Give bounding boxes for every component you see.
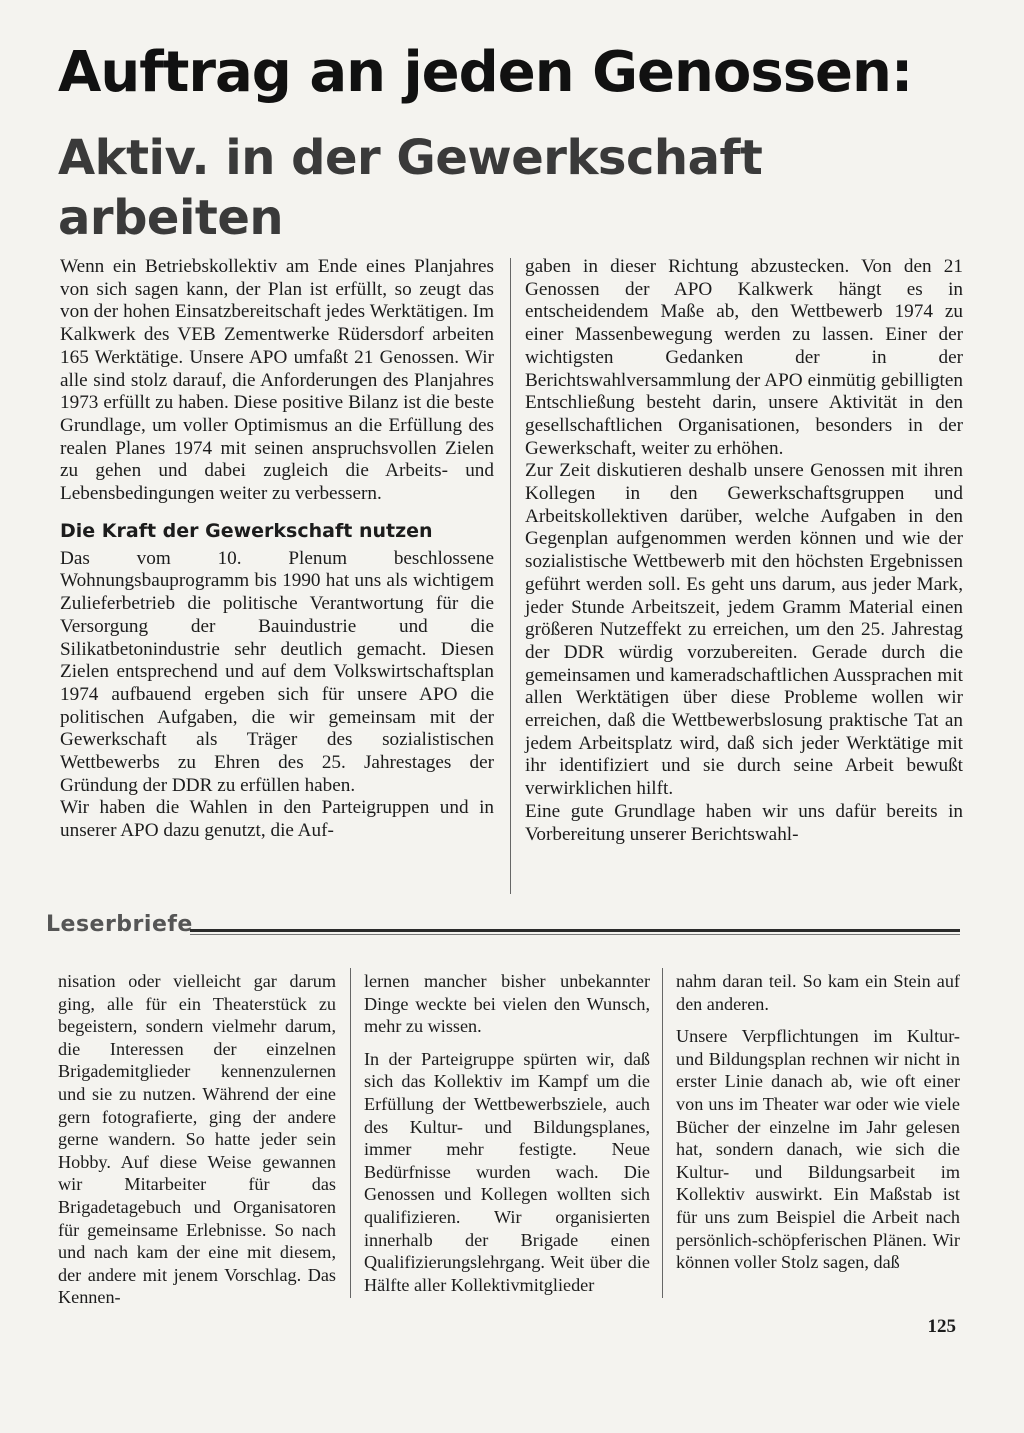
letter-paragraph: In der Parteigruppe spürten wir, daß sich das Kollektiv im Kampf um die Erfüllung der Wettbewerbsziele, auch des Kultur- und Bildungsplanes, immer mehr festigte. Neue Bedürfnisse wurden wach. Die Genossen und Kollegen wollten sich qualifizieren. Wir organisierten innerhalb der Brigade einen Qualifizierungslehrgang. Weit über die Hälfte aller Kollektivmitglieder [364,1048,650,1295]
letters-column-3 [676,970,960,1274]
article-paragraph: Wir haben die Wahlen in den Parteigruppen und in unserer APO dazu genutzt, die Auf- [60,797,494,842]
subheadline: Aktiv. in der Gewerkschaft arbeiten [58,130,763,246]
column-divider [662,968,663,1298]
article-paragraph: Eine gute Grundlage haben wir uns dafür bereits in Vorbereitung unserer Berichtswahl- [525,800,963,845]
letter-paragraph: nahm daran teil. So kam ein Stein auf den anderen. [676,971,960,1014]
page-number: 125 [927,1316,956,1337]
article-paragraph: Wenn ein Betriebskollektiv am Ende eines Planjahres von sich sagen kann, der Plan ist erfüllt, so zeugt das von der hohen Einsatzbereitschaft jedes Werktätigen. Im Kalkwerk des VEB Zementwerke Rüdersdorf arbeiten 165 Werktätige. Unsere APO umfaßt 21 Genossen. Wir alle sind stolz darauf, die Anforderungen des Planjahres 1973 erfüllt zu haben. Diese positive Bilanz ist die beste Grundlage, um voller Optimismus an die Erfüllung des realen Planes 1974 mit seinen anspruchsvollen Zielen zu gehen und dabei zugleich die Arbeits- und Lebensbedingungen weiter zu verbessern. [60,256,494,505]
column-divider [350,968,351,1298]
article-paragraph: Zur Zeit diskutieren deshalb unsere Genossen mit ihren Kollegen in den Gewerkschaftsgruppen und Arbeitskollektiven darüber, welche Aufgaben in den Gegenplan aufgenommen werden können und wie der sozialistische Wettbewerb mit den höchsten Ergebnissen geführt werden soll. Es geht uns darum, aus jeder Mark, jeder Stunde Arbeitszeit, jedem Gramm Material einen größeren Nutzeffekt zu erreichen, um den 25. Jahrestag der DDR würdig vorzubereiten. Gerade durch die gemeinsamen und kameradschaftlichen Aussprachen mit allen Werktätigen über diese Probleme wollen wir erreichen, daß die Wettbewerbslosung praktische Tat an jedem Arbeitsplatz wird, daß sich jeder Werktätige mit ihr identifiziert und sie durch seine Arbeit bewußt verwirklichen hilft. [525,460,963,800]
article-column-1 [60,256,494,843]
section-label: Leserbriefe [46,912,193,937]
section-divider [190,929,960,935]
letter-paragraph: lernen mancher bisher unbekannter Dinge weckte bei vielen den Wunsch, mehr zu wissen. [364,971,650,1037]
article-paragraph: gaben in dieser Richtung abzustecken. Von den 21 Genossen der APO Kalkwerk hängt es in entscheidendem Maße ab, den Wettbewerb 1974 zu einer Massenbewegung werden zu lassen. Einer der wichtigsten Gedanken der in der Berichtswahlversammlung der APO einmütig gebilligten Entschließung besteht darin, unsere Aktivität in den gesellschaftlichen Organisationen, besonders in der Gewerkschaft, weiter zu erhöhen. [525,256,963,459]
column-divider [510,258,511,894]
letter-paragraph: Unsere Verpflichtungen im Kultur- und Bildungsplan rechnen wir nicht in erster Linie danach ab, wie oft einer von uns im Theater war oder wie viele Bücher der einzelne im Jahr gelesen hat, sondern danach, wie sich die Kultur- und Bildungsarbeit im Kollektiv auswirkt. Ein Maßstab ist für uns zum Beispiel die Arbeit nach persönlich-schöpferischen Plänen. Wir können voller Stolz sagen, daß [676,1026,960,1273]
section-heading: Die Kraft der Gewerkschaft nutzen [60,519,433,542]
letter-paragraph: nisation oder vielleicht gar darum ging, alle für ein Theaterstück zu begeistern, sondern vielmehr darum, die Interessen der einzelnen Brigademitglieder kennenzulernen und sie zu nutzen. Während der eine gern fotografierte, ging der andere gerne wandern. So hatte jeder sein Hobby. Auf diese Weise gewannen wir Mitarbeiter für das Brigadetagebuch und Organisatoren für gemeinsame Erlebnisse. So nach und nach kam der eine mit diesem, der andere mit jenem Vorschlag. Das Kennen- [58,971,336,1308]
headline: Auftrag an jeden Genossen: [58,40,913,105]
article-paragraph: Das vom 10. Plenum beschlossene Wohnungsbauprogramm bis 1990 hat uns als wichtigem Zulieferbetrieb die politische Verantwortung für die Versorgung der Bauindustrie und die Silikatbetonindustrie sehr deutlich gemacht. Diesen Zielen entsprechend und auf dem Volkswirtschaftsplan 1974 aufbauend ergeben sich für unsere APO die politischen Aufgaben, die wir gemeinsam mit der Gewerkschaft als Träger des sozialistischen Wettbewerbs zu Ehren des 25. Jahrestages der Gründung der DDR zu erfüllen haben. [60,547,494,796]
letters-column-1 [58,970,336,1309]
article-column-2 [525,256,963,846]
letters-column-2 [364,970,650,1296]
